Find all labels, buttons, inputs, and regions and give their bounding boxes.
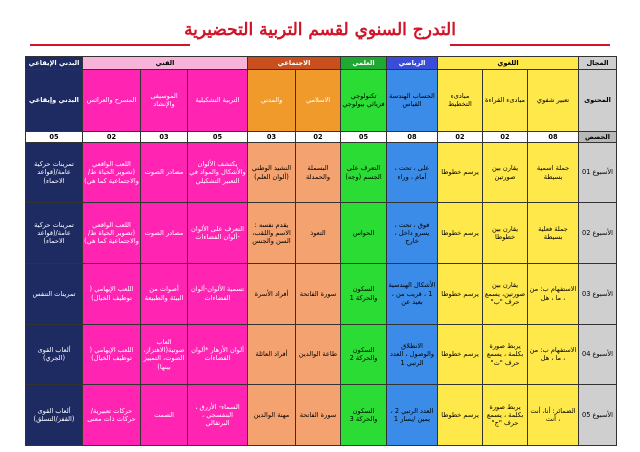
week-cell-math: الأشكال الهندسية 1 ، قريب من ، بعيد عن — [387, 264, 438, 325]
field-header-row — [26, 57, 617, 70]
subject-row — [26, 70, 617, 132]
week-cell-reading: يربط صورة بكلمة ، يسمع حرف "ج" — [483, 385, 528, 446]
week-label: الأسبوع 03 — [579, 264, 617, 325]
week-cell-oral: جملة اسمية بسيطة — [528, 142, 579, 203]
week-label: الأسبوع 05 — [579, 385, 617, 446]
hours-reading: 02 — [483, 131, 528, 142]
week-cell-oral: جملة فعلية بسيطة — [528, 203, 579, 264]
week-cell-islamic: سورة الفاتحة — [296, 264, 341, 325]
week-row — [26, 264, 617, 325]
week-cell-physical: ألعاب القوى (القفز/التسلق) — [26, 385, 83, 446]
page-title: التدرج السنوي لقسم التربية التحضيرية — [184, 20, 456, 40]
week-cell-physical: تمرينات حركية عامة/(قواعد الاحماء) — [26, 203, 83, 264]
hours-theatre: 02 — [83, 131, 141, 142]
week-cell-reading: يربط صورة بكلمة ، يسمع حرف "ت" — [483, 324, 528, 385]
subject-writing: مبادىء التخطيط — [438, 70, 483, 132]
subject-plastic: التربية التشكيلية — [188, 70, 248, 132]
week-cell-math: الانطلاق والوصول ، العدد الرتبي 1 — [387, 324, 438, 385]
week-cell-science: الحواس — [341, 203, 387, 264]
hours-writing: 02 — [438, 131, 483, 142]
hours-physical: 05 — [26, 131, 83, 142]
week-row — [26, 142, 617, 203]
week-row — [26, 203, 617, 264]
physical-header: البدني الإيقاعي — [26, 57, 83, 70]
week-cell-oral: الاستفهام ب: من ، ما ، هل — [528, 324, 579, 385]
week-cell-writing: يرسم خطوطا — [438, 203, 483, 264]
week-cell-civic: أفراد العائلة — [248, 324, 296, 385]
week-cell-science: السكون والحركة 1 — [341, 264, 387, 325]
hours-oral: 08 — [528, 131, 579, 142]
annual-plan-table — [25, 56, 617, 446]
week-cell-theatre: حركات تعبيرية/حركات ذات معنى — [83, 385, 141, 446]
week-cell-math: على ، تحت ، أمام ، وراء — [387, 142, 438, 203]
week-cell-theatre: اللعب الإيهامي ( توظيف الخيال) — [83, 264, 141, 325]
week-cell-writing: يرسم خطوطا — [438, 385, 483, 446]
week-cell-science: السكون والحركة 2 — [341, 324, 387, 385]
week-cell-reading: يقارن بين صورتين، يسمع حرف "ب" — [483, 264, 528, 325]
art-header: الفني — [83, 57, 248, 70]
week-cell-math: فوق ، تحت ، يسرو داخل ، خارج — [387, 203, 438, 264]
field-header: المجال — [579, 57, 617, 70]
social-header: الاجتماعي — [248, 57, 341, 70]
subject-civic: والمدني — [248, 70, 296, 132]
week-cell-reading: يقارن بين خطوطا — [483, 203, 528, 264]
subject-physical: البدني وإيقاعي — [26, 70, 83, 132]
week-cell-music: العاب صوتية(الاهتزاز، الصوت، التمييز بينها) — [141, 324, 188, 385]
subject-reading: مبادىء القراءة — [483, 70, 528, 132]
week-cell-civic: أفراد الأسرة — [248, 264, 296, 325]
hours-music: 03 — [141, 131, 188, 142]
week-cell-islamic: سورة الفاتحة — [296, 385, 341, 446]
week-cell-oral: الاستفهام ب: من ، ما ، هل — [528, 264, 579, 325]
hours-row — [26, 131, 617, 142]
week-cell-islamic: طاعة الوالدين — [296, 324, 341, 385]
week-cell-civic: النشيد الوطني (ألوان العلم) — [248, 142, 296, 203]
subject-music: الموسيقى والإنشاد — [141, 70, 188, 132]
week-cell-plastic: تسمية الألوان-ألوان الفضاءات — [188, 264, 248, 325]
week-cell-music: مصادر الصوت — [141, 203, 188, 264]
linguistic-header: اللغوي — [438, 57, 579, 70]
hours-math: 08 — [387, 131, 438, 142]
week-cell-oral: الضمائر: أنا، أنت ، أنت — [528, 385, 579, 446]
hours-plastic: 05 — [188, 131, 248, 142]
week-cell-plastic: ألوان الأزهار *ألوان الفضاءات — [188, 324, 248, 385]
week-row — [26, 324, 617, 385]
week-cell-science: التعرف على الجسم (وجه) — [341, 142, 387, 203]
week-cell-writing: يرسم خطوطا — [438, 142, 483, 203]
title-underline-right — [450, 44, 610, 46]
week-cell-islamic: التعوذ — [296, 203, 341, 264]
hours-islamic: 02 — [296, 131, 341, 142]
week-cell-islamic: البسملة والحمدلة — [296, 142, 341, 203]
week-label: الأسبوع 02 — [579, 203, 617, 264]
week-row — [26, 385, 617, 446]
title-underline-left — [30, 44, 190, 46]
week-cell-plastic: السماء- الأزرق ، البنفسجي ، البرتقالي — [188, 385, 248, 446]
week-label: الأسبوع 04 — [579, 324, 617, 385]
week-cell-science: السكون والحركة 3 — [341, 385, 387, 446]
math-header: الرياضي — [387, 57, 438, 70]
week-cell-plastic: التعرف على الألوان -ألوان الفضاءات — [188, 203, 248, 264]
week-cell-theatre: اللعب الواقعي (تصوير الحياة ط/والاجتماعية كما هي) — [83, 142, 141, 203]
week-cell-writing: يرسم خطوطا — [438, 324, 483, 385]
subject-math: الحساب الهندسة القياس — [387, 70, 438, 132]
hours-header: الحصص — [579, 131, 617, 142]
week-cell-civic: يقدم نفسه : الاسم واللقب، السن والجنس — [248, 203, 296, 264]
week-cell-writing: يرسم خطوطا — [438, 264, 483, 325]
week-cell-physical: تمرينات التنفس — [26, 264, 83, 325]
week-cell-civic: مهنة الوالدين — [248, 385, 296, 446]
week-cell-theatre: اللعب الواقعي (تصوير الحياة ط/والاجتماعية كما هي) — [83, 203, 141, 264]
week-label: الأسبوع 01 — [579, 142, 617, 203]
week-cell-theatre: اللعب الإيهامي ( توظيف الخيال) — [83, 324, 141, 385]
subject-oral: تعبير شفوي — [528, 70, 579, 132]
week-cell-physical: تمرينات حركية عامة/(قواعد الاحماء) — [26, 142, 83, 203]
subject-theatre: المسرح والعرائس — [83, 70, 141, 132]
week-cell-physical: ألعاب القوى (الجري) — [26, 324, 83, 385]
week-cell-music: أصوات من البيئة والطبيعة — [141, 264, 188, 325]
subject-science: تكنولوجي فزيائي بيولوجي — [341, 70, 387, 132]
content-header: المحتوى — [579, 70, 617, 132]
title-area — [0, 0, 640, 50]
week-cell-math: العدد الرتبي 2 ، يمين /يسار 1 — [387, 385, 438, 446]
hours-science: 05 — [341, 131, 387, 142]
week-cell-music: مصادر الصوت — [141, 142, 188, 203]
science-header: العلمي — [341, 57, 387, 70]
week-cell-plastic: يكتشف الألوان والأشكال والمواد في التعبير التشكيلي — [188, 142, 248, 203]
subject-islamic: الاسلامي — [296, 70, 341, 132]
week-cell-music: الصمت — [141, 385, 188, 446]
hours-civic: 03 — [248, 131, 296, 142]
week-cell-reading: يقارن بين صورتين — [483, 142, 528, 203]
